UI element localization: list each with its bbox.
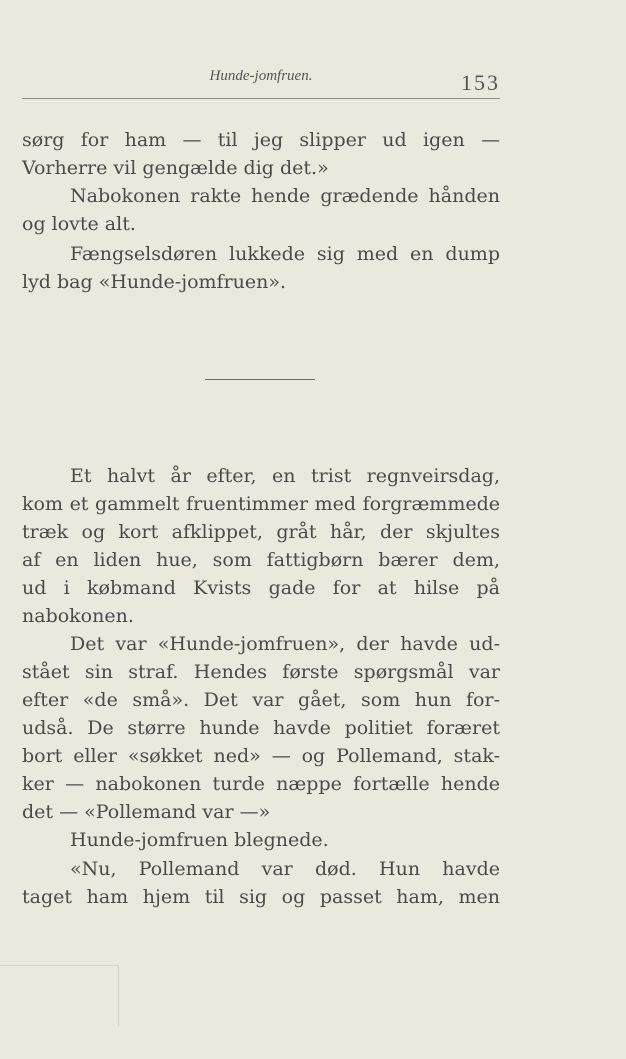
paragraph-4 [22,462,500,630]
text-line: bort eller «søkket ned» — og Pollemand, stak- [22,745,500,767]
text-line: Fængselsdøren lukkede sig med en dump [70,243,500,265]
paper-mark [0,965,119,1026]
text-line: Vorherre vil gengælde dig det.» [22,157,329,179]
text-line: efter «de små». Det var gået, som hun for- [22,689,500,711]
text-line: sørg for ham — til jeg slipper ud igen — [22,129,500,151]
text-line: ud i købmand Kvists gade for at hilse på [22,577,500,599]
text-line: det — «Pollemand var —» [22,801,271,823]
paragraph-1 [22,126,500,182]
paragraph-2 [22,182,500,238]
text-line: lyd bag «Hunde-jomfruen». [22,271,287,293]
paragraph-6 [22,826,500,854]
text-line: Nabokonen rakte hende grædende hånden [70,185,500,207]
text-line: udså. De større hunde havde politiet foræret [22,717,500,739]
page-header [22,64,500,99]
text-line: taget ham hjem til sig og passet ham, men [22,886,500,908]
text-line: Hunde-jomfruen blegnede. [70,829,329,851]
section-divider [205,379,315,380]
text-line: ker — nabokonen turde næppe fortælle hende [22,773,500,795]
text-line: træk og kort afklippet, gråt hår, der skjultes [22,521,500,543]
text-line: Et halvt år efter, en trist regnveirsdag, [70,465,500,487]
text-line: og lovte alt. [22,213,136,235]
running-title: Hunde-jomfruen. [209,68,313,84]
paragraph-7 [22,855,500,911]
text-line: Det var «Hunde-jomfruen», der havde ud- [70,633,500,655]
text-line: nabokonen. [22,605,134,627]
page-number: 153 [461,70,500,95]
text-line: af en liden hue, som fattigbørn bærer dem, [22,549,500,571]
paragraph-3 [22,240,500,296]
text-line: stået sin straf. Hendes første spørgsmål var [22,661,500,683]
text-line: «Nu, Pollemand var død. Hun havde [70,858,500,880]
text-line: kom et gammelt fruentimmer med forgræmmede [22,493,500,515]
paragraph-5 [22,630,500,826]
